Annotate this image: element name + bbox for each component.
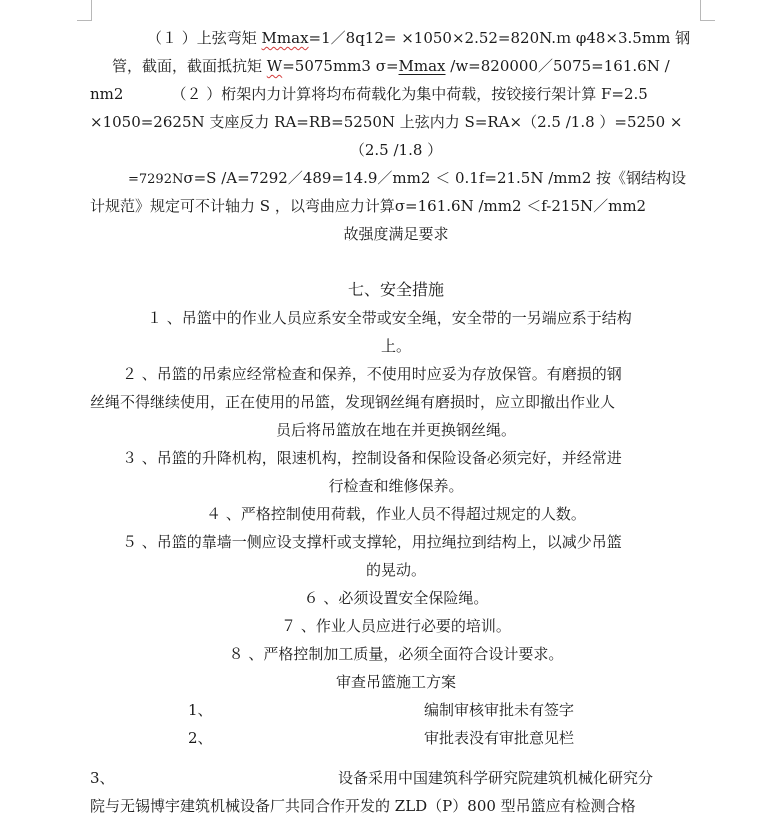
calc-line-3: nm2 （２ ）桁架内力计算将均布荷载化为集中荷载，按铰接行架计算 F=2.5 (90, 85, 648, 103)
calc-line-6: =7292Nσ=S /A=7292／489=14.9／mm2 ＜ 0.1f=21.5N /mm2 按《钢结构设 (128, 169, 687, 187)
document-page (90, 24, 702, 820)
list-item-5: ５ 、吊篮的靠墙一侧应设支撑杆或支撑轮，用拉绳拉到结构上，以减少吊篮 (122, 533, 622, 551)
review-row-text: 设备采用中国建筑科学研究院建筑机械化研究分 (338, 769, 654, 787)
list-item-7: ７ 、作业人员应进行必要的培训。 (281, 617, 511, 635)
review-row-2 (90, 724, 702, 752)
calc-line-1: （１ ）上弦弯矩 Mmax=1／8q12= ×1050×2.52=820N.ｍ φ48×3.5mm 钢 (147, 29, 691, 47)
list-item-3: ３ 、吊篮的升降机构，限速机构，控制设备和保险设备必须完好，并经常进 (122, 449, 622, 467)
spellcheck-underline: W (266, 57, 283, 75)
calc-line-8: 故强度满足要求 (343, 225, 449, 243)
underlined-term: Mmax (398, 57, 446, 75)
calc-line-5: （2.5 /1.8 ） (349, 141, 443, 159)
calc-line-4: ×1050=2625N 支座反力 RA=RB=5250N 上弦内力 S=RA×（2.5 /1.8 ）=5250 × (90, 113, 683, 131)
spellcheck-underline: Mmax (261, 29, 309, 47)
list-item-2-cont-2: 员后将吊篮放在地在并更换钢丝绳。 (275, 421, 516, 439)
review-row-text: 编制审核审批未有签字 (424, 701, 575, 719)
list-item-1-cont: 上。 (380, 337, 411, 355)
list-item-3-cont: 行检查和维修保养。 (328, 477, 464, 495)
page-corner-mark-left (77, 0, 92, 21)
review-row-3-cont: 院与无锡博宇建筑机械设备厂共同合作开发的 ZLD（P）800 型吊篮应有检测合格 (90, 797, 636, 815)
list-item-6: ６ 、必须设置安全保险绳。 (303, 589, 489, 607)
calc-line-2: 管，截面，截面抵抗矩 W=5075mm3 σ=Mmax /w=820000／5075=161.6N / (112, 57, 670, 75)
page-corner-mark-right (700, 0, 715, 21)
list-item-8: ８ 、严格控制加工质量，必须全面符合设计要求。 (228, 645, 564, 663)
list-item-5-cont: 的晃动。 (365, 561, 426, 579)
list-item-4: ４ 、严格控制使用荷载，作业人员不得超过规定的人数。 (206, 505, 586, 523)
list-item-2: ２ 、吊篮的吊索应经常检查和保养，不使用时应妥为存放保管。有磨损的钢 (122, 365, 622, 383)
review-row-number: 2、 (188, 729, 213, 747)
review-row-1 (90, 696, 702, 724)
section-title: 七、安全措施 (347, 280, 444, 299)
review-row-number: 1、 (188, 701, 213, 719)
list-item-1: １ 、吊篮中的作业人员应系安全带或安全绳，安全带的一另端应系于结构 (147, 309, 632, 327)
review-row-3 (90, 764, 702, 792)
review-title: 审查吊篮施工方案 (335, 673, 456, 691)
review-row-text: 审批表没有审批意见栏 (424, 729, 575, 747)
review-row-number: 3、 (90, 769, 115, 787)
list-item-2-cont: 丝绳不得继续使用，正在使用的吊篮，发现钢丝绳有磨损时，应立即撤出作业人 (90, 393, 616, 411)
calc-line-7: 计规范》规定可不计轴力 S ，以弯曲应力计算σ=161.6N /mm2 ＜f-215N／mm2 (90, 197, 647, 215)
